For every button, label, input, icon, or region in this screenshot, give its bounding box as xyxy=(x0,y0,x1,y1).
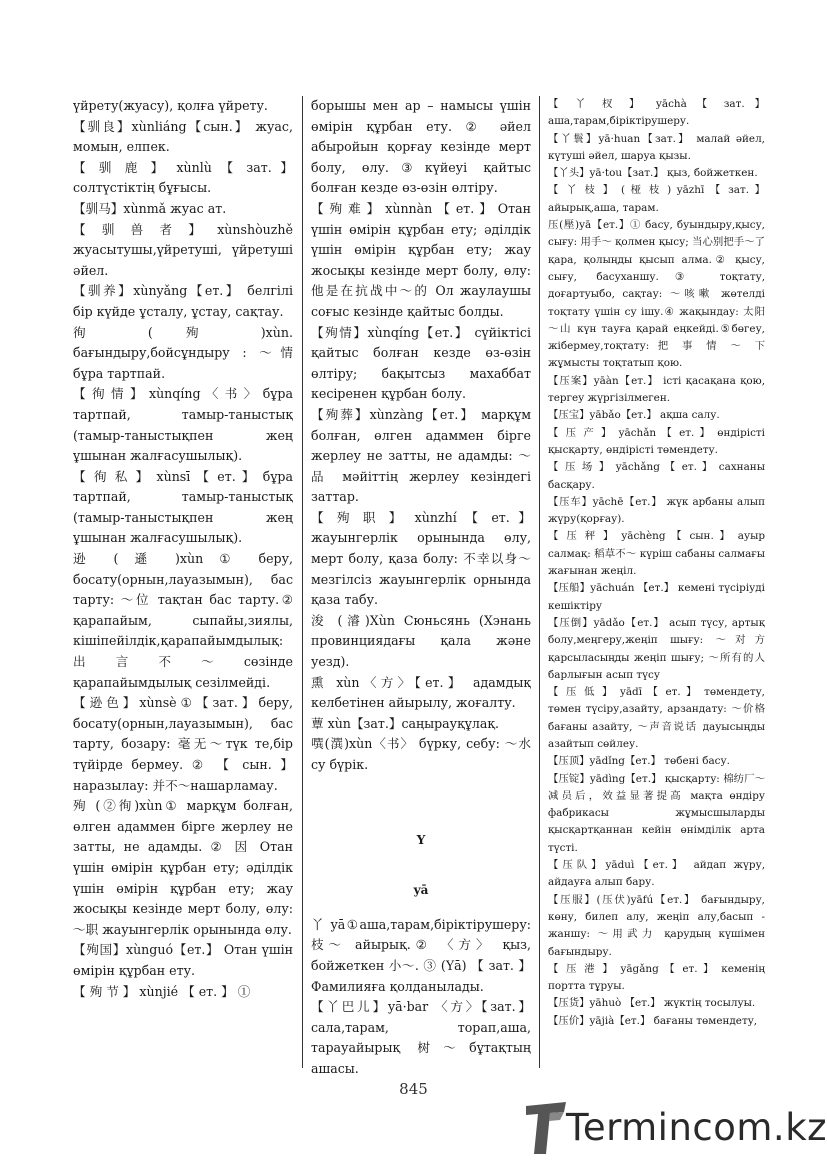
entry-xunqing: 【 徇 情 】 xùnqíng 〈 书 〉 бұра тартпай, тамыр-таныстық (тамыр-таныстықпен жең ұшынан жалғасушылық). xyxy=(73,386,293,464)
dictionary-column-2 xyxy=(311,96,531,1080)
entry-xunjie: 【 殉 节 】 xùnjié 【 ет. 】 ① xyxy=(73,983,251,999)
entry-yagang: 【 压 港 】 yāgǎng 【 ет. 】 кеменің портта тұруы. xyxy=(548,962,765,993)
entry-xunzhi: 【 殉 职 】 xùnzhí 【 ет. 】 жауынгерлік орынында өлу, мерт болу, қаза болу: 不幸以身～ мезгілсіз жауынгерлік орнында қаза табу. xyxy=(311,509,531,608)
entry-xun-follow: 徇 ( 殉 )xùn. бағындыру,бойсұндыру : ～情 бұра тартпай. xyxy=(73,324,293,381)
entry-yading-spindle: 【压锭】yādìng【ет.】 қысқарту: 棉纺厂～减员后，效益显著提高 мақта өндіру фабрикасы жұмысшыларды қысқартқаннан кейін өнімділік арта түсті. xyxy=(548,772,765,854)
entry-ya-press: 压(壓)yā【ет.】① басу, буындыру,қысу, сығу: 用手～ қолмен қысу; 当心别把手～了 қара, қолыңды қысып алма.② қысу, сығу, басуханшу.③ тоқтату, доғартуыбо, сақтау: ～咳嗽 жөтелді тоқтату үшін су ішу.④ жақындау: 太阳～山 күн тауға қарай еңкейді.⑤бөгеу, жібермеу,тоқтату: 把 事 情 ～ 下 жұмысты тоқтатып қою. xyxy=(548,219,765,370)
entry-yachuan: 【压船】yāchuán 【ет.】 кемені түсіріуді кешіктіру xyxy=(548,582,765,612)
entry-xunma: 【驯马】xùnmǎ жуас ат. xyxy=(73,200,227,216)
entry-yajia: 【压价】yājià【ет.】 бағаны төмендету, xyxy=(548,1014,758,1027)
entry-xun-place: 浚 (濬)Xùn Сюньсянь (Хэнань провинциядағы қала және уезд). xyxy=(311,612,531,670)
entry-yache: 【压车】yāchē【ет.】 жүк арбаны алып жүру(қорғау). xyxy=(548,495,765,526)
entry-yacha: 【 丫 杈 】 yāchà 【 зат. 】 аша,тарам,біріктірушеру. xyxy=(548,98,765,128)
entry-yadi: 【 压 低 】 yādī 【 ет. 】 төмендету, төмен түсіру,азайту, арзандату: ～价格 бағаны азайту, ～声音说话 дауысыңды азайтып сөйлеу. xyxy=(548,686,765,750)
entry-yading: 【压顶】yādǐng【ет.】 төбені басу. xyxy=(548,755,730,768)
entry-xunzang: 【殉葬】xùnzàng【ет.】 марқұм болған, өлген адаммен бірге жерлеу не затты, не адамды: ～品 мәйіттің жерлеу кезіндегі заттар. xyxy=(311,406,531,505)
entry-xun-spray: 噀(潠)xùn〈书〉 бүрку, себу: ～水 су бүрік. xyxy=(311,736,531,772)
entry-xun-dialect: 熏 xùn〈方〉【ет.】 адамдық келбетінен айырылу, жоғалту. xyxy=(311,674,531,711)
entry-xunse: 【逊色】xùnsè①【зат.】беру, босату(орнын,лауазымын), бас тарту, бозару: 毫无～түк те,бір түйірде бермеу. ② 【 сын. 】 наразылау: 并不～нашарламау. xyxy=(73,695,293,793)
column-divider-left xyxy=(302,96,303,1068)
entry-yahuan: 【丫鬟】yā·huan【зат.】 малай әйел, күтуші әйел, шаруа қызы. xyxy=(548,132,765,162)
entry-xunsi: 【 徇 私 】 xùnsī 【 ет. 】 бұра тартпай, тамыр-таныстық (тамыр-таныстықпен жең ұшынан жалғасушылық). xyxy=(73,468,293,546)
logo-t-icon xyxy=(524,1100,568,1156)
termincom-logo[interactable] xyxy=(524,1098,827,1158)
entry-yabao: 【压宝】yābǎo【ет.】 ақша салу. xyxy=(548,409,720,422)
entry-xunlu: 【 驯 鹿 】 xùnlù 【 зат. 】 солтүстіктің бұғысы. xyxy=(73,159,293,196)
entry-xunyang: 【驯养】xùnyǎng【ет.】 белгілі бір күйде ұсталу, ұстау, сақтау. xyxy=(73,283,293,319)
entry-yabar: 【丫巴儿】yā·bar 〈方〉【зат.】 сала,тарам, торап,аша, тарауайырық 树～бұтақтың ашасы. xyxy=(311,999,531,1076)
entry-xunliang: 【驯良】xùnliáng【сын.】 жуас, момын, елпек. xyxy=(73,118,293,155)
column-divider-right xyxy=(539,96,540,1068)
entry-xunguo: 【殉国】xùnguó【ет.】 Отан үшін өмірін құрбан ету. xyxy=(73,942,293,978)
entry-yachang: 【 压 场 】 yāchǎng 【 ет. 】 сахнаны басқару. xyxy=(548,461,765,491)
entry-yazhi: 【 丫 枝 】 ( 桠 枝 ) yāzhī 【 зат. 】 айырық,аша, тарам. xyxy=(548,184,765,214)
watermark-text: Termincom.kz xyxy=(566,1106,827,1149)
entry-yacheng: 【 压 秤 】 yāchèng 【 сын. 】 ауыр салмақ: 稻草不～ күріш сабаны салмағы жағынан жеңіл. xyxy=(548,530,765,578)
entry-xunjie-continuation: борышы мен ар – намысы үшін өмірін құрбан ету. ② әйел абыройын қорғау кезінде мерт болу, өлу.③күйеуі қайтыс болған кезде өз-өзін өлтіру. xyxy=(311,98,531,196)
dictionary-column-3 xyxy=(548,96,765,1030)
entry-xunqing-love: 【殉情】xùnqíng【ет.】 сүйіктісі қайтыс болған кезде өз-өзін өлтіру; бақытсыз махаббат кесіренен құрбан болу. xyxy=(311,324,531,402)
entry-yatou: 【丫头】yā·tou【зат.】 қыз, бойжеткен. xyxy=(548,167,758,180)
entry-xun-yield: 逊 ( 遜 )xùn ① беру, босату(орнын,лауазымын), бас тарту: ～位 тақтан бас тарту.② қарапайым, сыпайы,зиялы, кішіпейілдік,қарапайымдылық: 出 言 不 ～ сөзінде қарапайымдылық сезілмейді. xyxy=(73,551,293,690)
entry-xun-mushroom: 蕈 xùn【зат.】саңырауқұлақ. xyxy=(311,715,499,731)
page-number: 845 xyxy=(399,1080,428,1098)
entry-yadui: 【压队】yāduì【ет.】 айдап жүру, айдауға алып бару. xyxy=(548,859,765,889)
entry-xunnan: 【 殉 难 】 xùnnàn 【 ет. 】 Отан үшін өмірін құрбан ету; әділдік үшін өмірін құрбан ету; жау жосықы кезінде мерт болу, өлу: 他是在抗战中～的 Ол жаулаушы соғыс кезінде қайтыс болды. xyxy=(311,200,531,319)
entry-yafu: 【压服】(压伏)yāfú【ет.】 бағындыру, көну, билеп алу, жеңіп алу,басып - жаншу: ～用武力 қарудың күшімен бағындыру. xyxy=(548,893,765,958)
syllable-heading: yā xyxy=(413,883,429,898)
section-letter-heading: Y xyxy=(416,832,426,847)
entry-yadao: 【压倒】yādǎo【ет.】 асып түсу, артық болу,меңгеру,жеңіп шығу: ～对方 қарсыласыңды жеңіп шығу; ～所有的人 барлығын асып түсу xyxy=(548,616,765,681)
entry-yachan: 【 压 产 】 yāchǎn 【 ет. 】 өндірісті қысқарту, өндірісті төмендету. xyxy=(548,426,765,456)
entry-ya-fork: 丫 yā①аша,тарам,біріктірушеру: 枝～ айырық.② 〈方〉 қыз, бойжеткен 小～. ③ (Yā) 【 зат. 】 Фамилияға қолданылады. xyxy=(311,916,531,994)
entry-continuation: үйрету(жуасу), қолға үйрету. xyxy=(73,98,268,113)
entry-yahuo: 【压货】yāhuò 【ет.】 жүктің тосылуы. xyxy=(548,997,756,1010)
entry-xunshouzhe: 【 驯 兽 者 】 xùnshòuzhě жуасытушы,үйретуші, үйретуші әйел. xyxy=(73,221,293,278)
entry-xun-sacrifice: 殉 (②徇)xùn① марқұм болған, өлген адаммен бірге жерлеу не затты, не адамды. ② 因 Отан үшін өмірін құрбан ету; әділдік үшін өмірін құрбан ету; жау жосықы кезінде мерт болу, өлу: ～职 жауынгерлік орынында өлу. xyxy=(73,798,293,937)
dictionary-column-1 xyxy=(73,96,293,1002)
entry-yaan: 【压案】yāàn【ет.】 істі қасақана қою, тергеу жүргізілмеген. xyxy=(548,374,765,405)
